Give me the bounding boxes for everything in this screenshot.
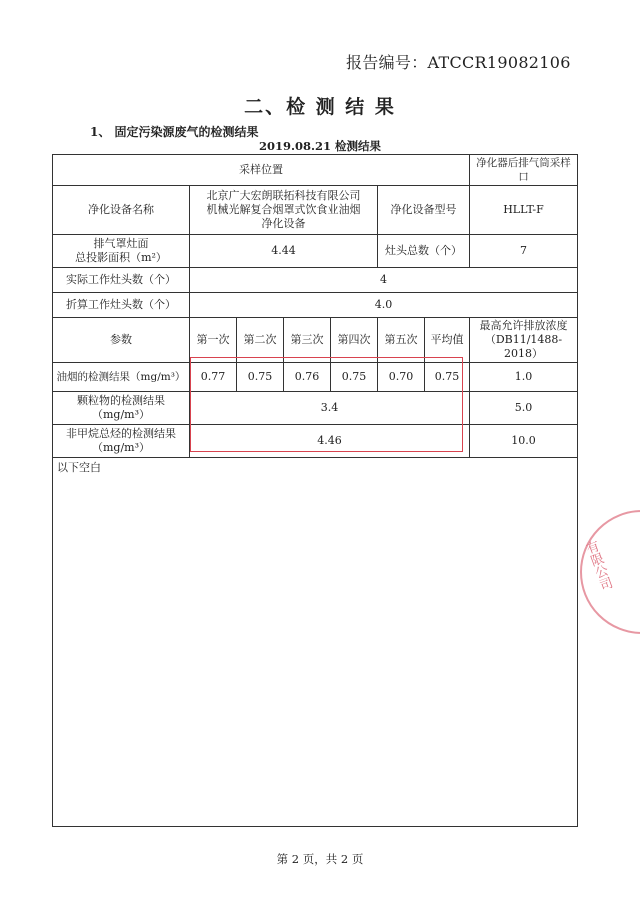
particulate-value: 3.4 xyxy=(190,392,470,425)
row-sampling-location xyxy=(53,155,578,186)
run-header-average: 平均值 xyxy=(425,318,470,363)
run-header-1: 第一次 xyxy=(190,318,237,363)
fume-value-5: 0.70 xyxy=(378,363,425,392)
nmhc-label-line-1: 非甲烷总烃的检测结果 xyxy=(66,427,176,440)
actual-stoves-label: 实际工作灶头数（个） xyxy=(53,268,190,293)
row-particulate xyxy=(53,392,578,425)
row-converted-stoves xyxy=(53,293,578,318)
section-title: 二、检 测 结 果 xyxy=(244,96,396,118)
hood-area-value: 4.44 xyxy=(190,235,378,268)
actual-stoves-value: 4 xyxy=(190,268,578,293)
stove-total-label: 灶头总数（个） xyxy=(378,235,470,268)
blank-note: 以下空白 xyxy=(53,458,578,827)
limit-header xyxy=(470,318,578,363)
particulate-label xyxy=(53,392,190,425)
params-label: 参数 xyxy=(53,318,190,363)
device-name-line-2: 机械光解复合烟罩式饮食业油烟 xyxy=(206,203,361,216)
hood-area-label-line-2: 总投影面积（m²） xyxy=(75,251,167,264)
stove-total-value: 7 xyxy=(470,235,578,268)
row-params-header xyxy=(53,318,578,363)
converted-stoves-value: 4.0 xyxy=(190,293,578,318)
hood-area-label xyxy=(53,235,190,268)
limit-header-line-1: 最高允许排放浓度 xyxy=(479,319,568,332)
results-table xyxy=(52,154,578,827)
device-model-label: 净化设备型号 xyxy=(378,186,470,235)
nmhc-value: 4.46 xyxy=(190,425,470,458)
report-number: 报告编号：ATCCR19082106 xyxy=(346,53,571,72)
fume-value-3: 0.76 xyxy=(284,363,331,392)
device-name-label: 净化设备名称 xyxy=(53,186,190,235)
particulate-label-line-1: 颗粒物的检测结果 xyxy=(77,394,165,407)
sampling-location-label: 采样位置 xyxy=(53,155,470,186)
row-actual-stoves xyxy=(53,268,578,293)
device-name-line-3: 净化设备 xyxy=(261,217,306,230)
row-nmhc xyxy=(53,425,578,458)
device-model-value: HLLT-F xyxy=(470,186,578,235)
fume-value-1: 0.77 xyxy=(190,363,237,392)
fume-value-4: 0.75 xyxy=(331,363,378,392)
nmhc-label-line-2: （mg/m³） xyxy=(91,441,151,454)
run-header-5: 第五次 xyxy=(378,318,425,363)
particulate-limit: 5.0 xyxy=(470,392,578,425)
date-heading: 2019.08.21 检测结果 xyxy=(258,139,382,153)
run-header-4: 第四次 xyxy=(331,318,378,363)
row-device-name xyxy=(53,186,578,235)
page-footer: 第 2 页，共 2 页 xyxy=(276,852,364,866)
particulate-label-line-2: （mg/m³） xyxy=(91,408,151,421)
sampling-location-value: 净化器后排气筒采样口 xyxy=(470,155,578,186)
run-header-3: 第三次 xyxy=(284,318,331,363)
row-fume xyxy=(53,363,578,392)
limit-header-line-2: （DB11/1488-2018） xyxy=(484,333,563,360)
nmhc-label xyxy=(53,425,190,458)
nmhc-limit: 10.0 xyxy=(470,425,578,458)
fume-label: 油烟的检测结果（mg/m³） xyxy=(53,363,190,392)
company-seal-text: 有限公司 xyxy=(581,539,614,593)
device-name-value xyxy=(190,186,378,235)
converted-stoves-label: 折算工作灶头数（个） xyxy=(53,293,190,318)
row-blank-note xyxy=(53,458,578,827)
device-name-line-1: 北京广大宏朗联拓科技有限公司 xyxy=(206,189,361,202)
fume-limit: 1.0 xyxy=(470,363,578,392)
fume-value-2: 0.75 xyxy=(237,363,284,392)
hood-area-label-line-1: 排气罩灶面 xyxy=(93,237,149,250)
run-header-2: 第二次 xyxy=(237,318,284,363)
fume-value-average: 0.75 xyxy=(425,363,470,392)
subsection-heading: 1、 固定污染源废气的检测结果 xyxy=(90,125,259,139)
row-hood-area xyxy=(53,235,578,268)
